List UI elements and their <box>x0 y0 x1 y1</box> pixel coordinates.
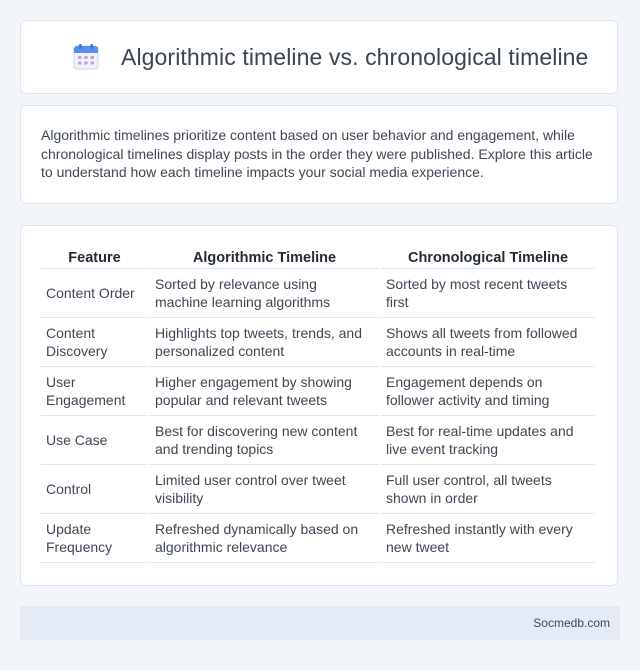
cell-algorithmic: Refreshed dynamically based on algorithmic relevance <box>150 514 379 563</box>
cell-feature: Use Case <box>41 416 148 465</box>
cell-chronological: Sorted by most recent tweets first <box>381 269 595 318</box>
footer-bar <box>20 606 620 640</box>
table-row <box>41 514 595 563</box>
cell-chronological: Shows all tweets from followed accounts in real-time <box>381 318 595 367</box>
table-row <box>41 465 595 514</box>
cell-algorithmic: Highlights top tweets, trends, and personalized content <box>150 318 379 367</box>
header-chronological: Chronological Timeline <box>381 246 595 269</box>
table-row <box>41 318 595 367</box>
cell-chronological: Full user control, all tweets shown in order <box>381 465 595 514</box>
footer-site-link[interactable]: Socmedb.com <box>533 616 610 630</box>
cell-feature: Content Order <box>41 269 148 318</box>
comparison-table <box>39 246 597 563</box>
cell-feature: Update Frequency <box>41 514 148 563</box>
cell-feature: User Engagement <box>41 367 148 416</box>
cell-chronological: Engagement depends on follower activity and timing <box>381 367 595 416</box>
intro-card <box>20 105 618 204</box>
cell-algorithmic: Best for discovering new content and trending topics <box>150 416 379 465</box>
cell-chronological: Best for real-time updates and live event tracking <box>381 416 595 465</box>
table-header-row <box>41 246 595 269</box>
header-feature: Feature <box>41 246 148 269</box>
page-title: Algorithmic timeline vs. chronological timeline <box>121 43 589 70</box>
cell-algorithmic: Limited user control over tweet visibility <box>150 465 379 514</box>
cell-feature: Content Discovery <box>41 318 148 367</box>
header-algorithmic: Algorithmic Timeline <box>150 246 379 269</box>
table-row <box>41 367 595 416</box>
cell-chronological: Refreshed instantly with every new tweet <box>381 514 595 563</box>
comparison-table-card <box>20 225 618 586</box>
intro-paragraph: Algorithmic timelines prioritize content based on user behavior and engagement, while chronological timelines display posts in the order they were published. Explore this article to understand how each timeline impacts your social media experience. <box>41 127 593 180</box>
table-row <box>41 416 595 465</box>
cell-algorithmic: Sorted by relevance using machine learning algorithms <box>150 269 379 318</box>
cell-feature: Control <box>41 465 148 514</box>
table-row <box>41 269 595 318</box>
calendar-icon <box>71 42 101 72</box>
title-card <box>20 20 618 94</box>
cell-algorithmic: Higher engagement by showing popular and relevant tweets <box>150 367 379 416</box>
